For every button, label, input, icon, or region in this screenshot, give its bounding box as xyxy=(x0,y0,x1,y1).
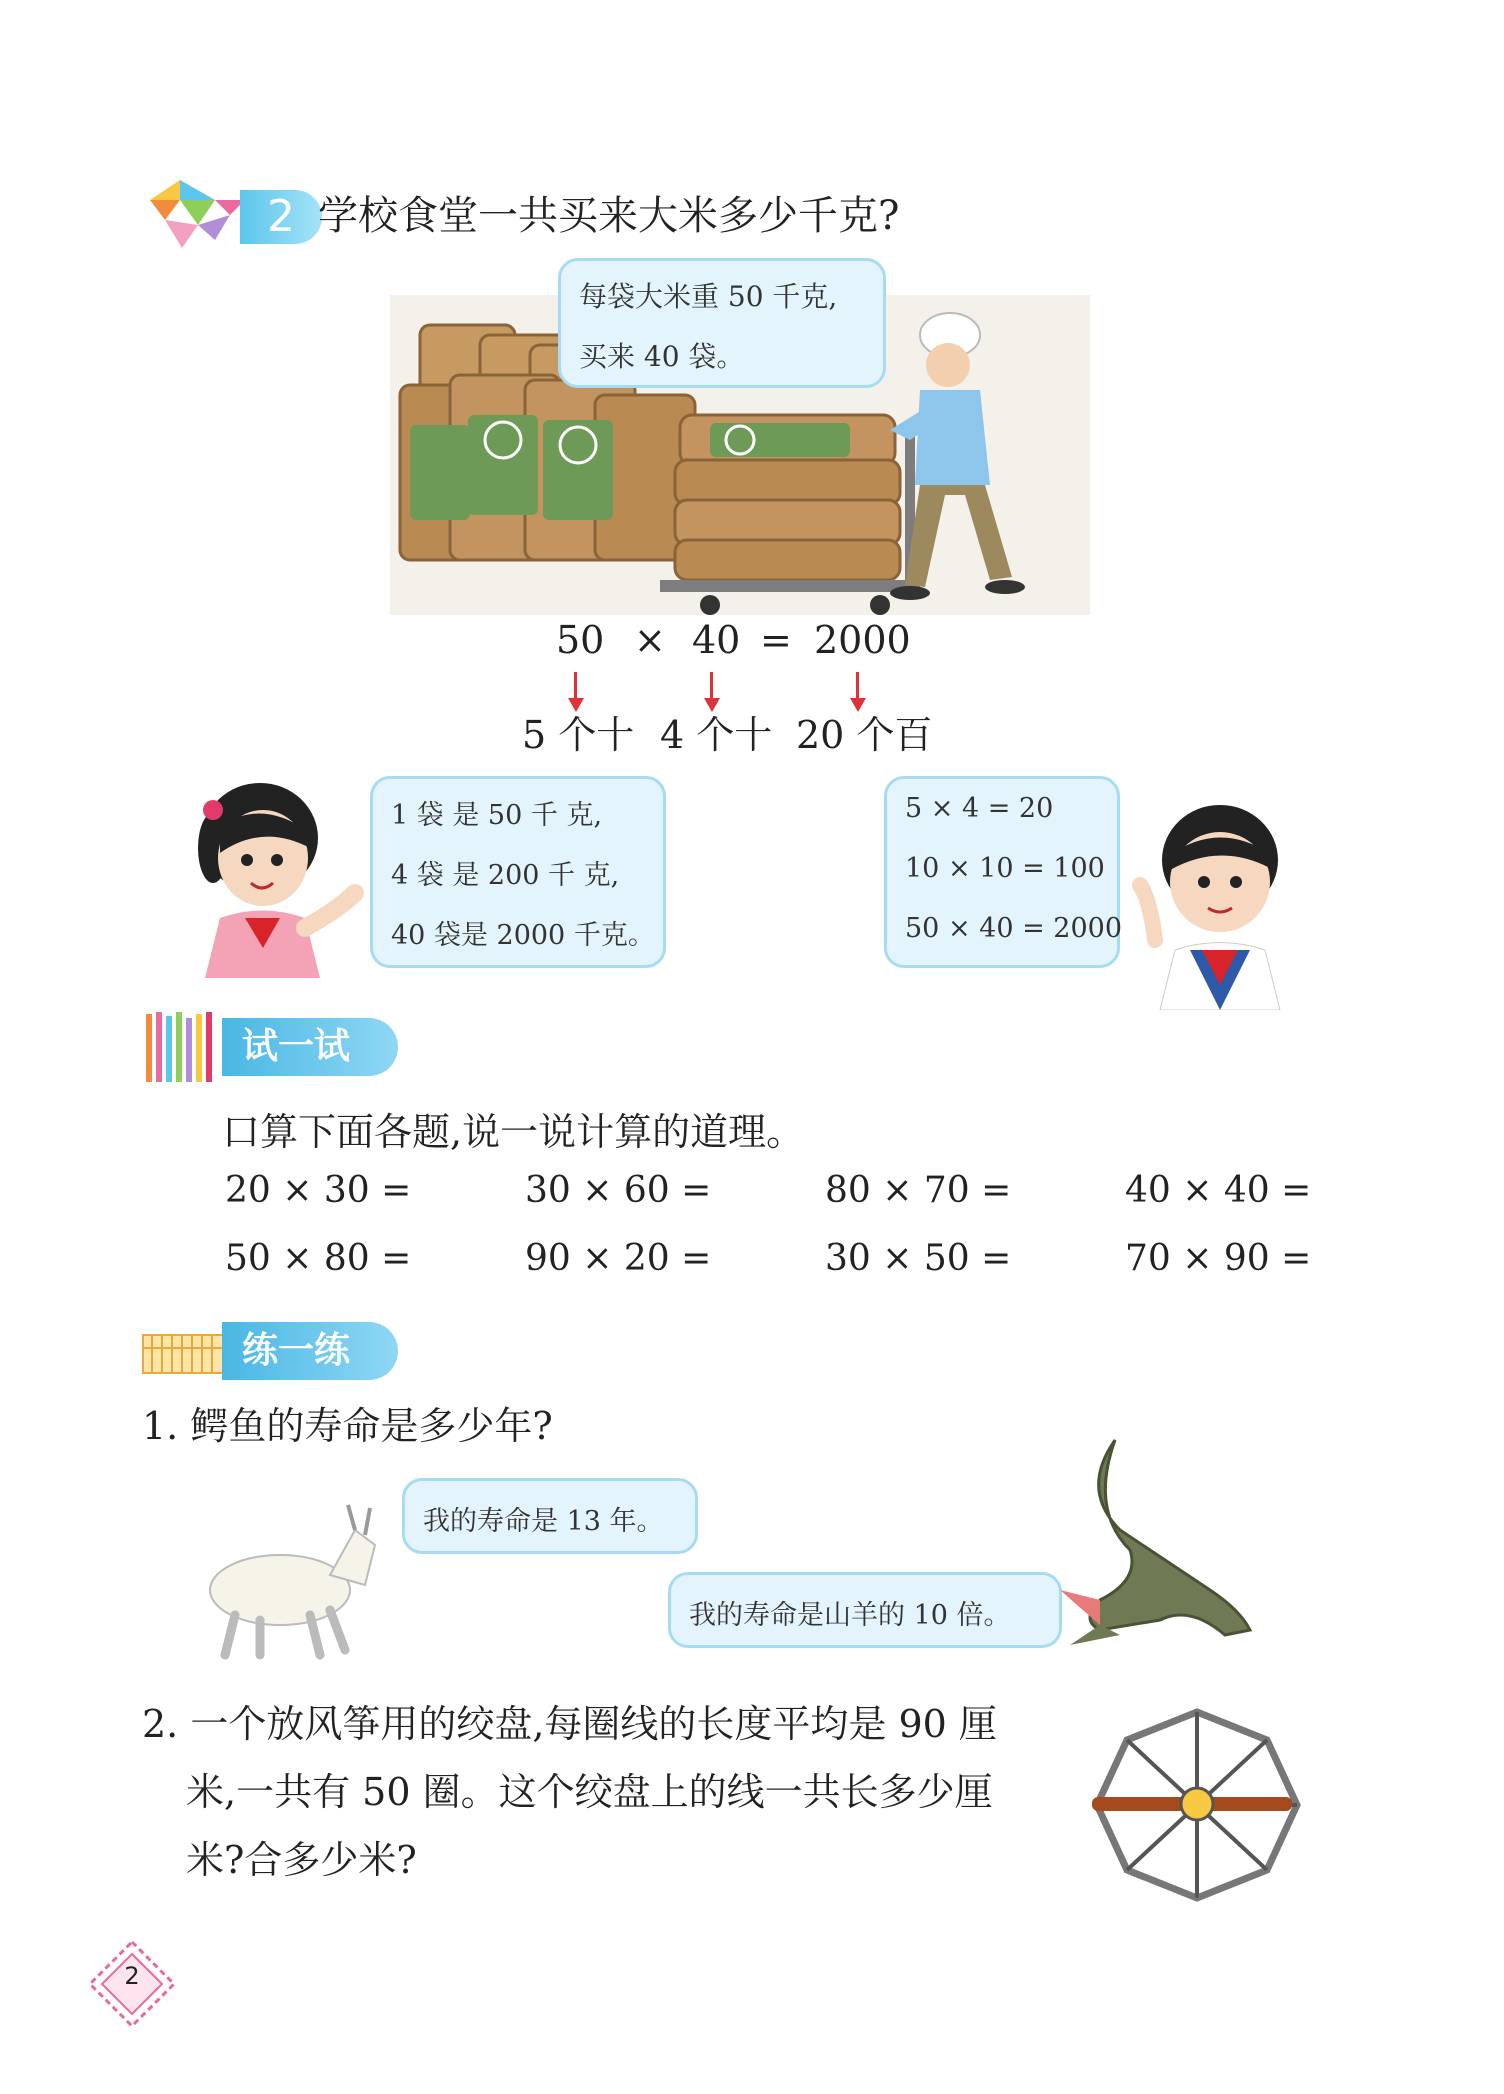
boy-bubble-line: 50 × 40 = 2000 xyxy=(905,913,1123,944)
crocodile-illustration xyxy=(1040,1430,1280,1660)
girl-speech-bubble xyxy=(370,776,666,968)
try-section-tab: 试一试 xyxy=(222,1018,398,1076)
example-question: 学校食堂一共买来大米多少千克? xyxy=(318,193,900,239)
equation-a-note: 5 个十 xyxy=(522,713,635,757)
equation-op: × xyxy=(634,618,666,662)
kite-reel-illustration xyxy=(1072,1700,1322,1910)
calc-item: 80 × 70 = xyxy=(825,1170,1012,1211)
girl-bubble-line: 1 袋 是 50 千 克, xyxy=(391,800,603,831)
equation-a: 50 xyxy=(556,618,605,662)
page-number: 2 xyxy=(124,1962,140,1990)
calc-item: 70 × 90 = xyxy=(1125,1238,1312,1279)
crocodile-bubble-text: 我的寿命是山羊的 10 倍。 xyxy=(689,1600,1011,1631)
practice-question-2-line: 米,一共有 50 圈。这个绞盘上的线一共长多少厘 xyxy=(186,1770,993,1814)
calc-item: 30 × 50 = xyxy=(825,1238,1012,1279)
equation-result: 2000 xyxy=(814,618,911,662)
calc-item: 90 × 20 = xyxy=(525,1238,712,1279)
boy-illustration xyxy=(1110,790,1320,1010)
crocodile-speech-bubble xyxy=(668,1572,1062,1648)
girl-bubble-line: 40 袋是 2000 千克。 xyxy=(391,920,655,951)
goat-bubble-text: 我的寿命是 13 年。 xyxy=(423,1506,664,1537)
equation-eq: = xyxy=(760,618,792,662)
equation-b-note: 4 个十 xyxy=(660,713,773,757)
goat-illustration xyxy=(190,1490,390,1660)
calc-item: 20 × 30 = xyxy=(225,1170,412,1211)
abacus-icon xyxy=(142,1334,226,1374)
goat-speech-bubble xyxy=(402,1478,698,1554)
practice-question-2-line: 米?合多少米? xyxy=(186,1838,417,1882)
calc-item: 50 × 80 = xyxy=(225,1238,412,1279)
practice-section-tab: 练一练 xyxy=(222,1322,398,1380)
sticks-icon xyxy=(142,1012,222,1084)
girl-illustration xyxy=(165,778,375,978)
girl-bubble-line: 4 袋 是 200 千 克, xyxy=(391,860,620,891)
example-number: 2 xyxy=(240,190,322,244)
boy-bubble-line: 5 × 4 = 20 xyxy=(905,793,1054,824)
tangram-icon xyxy=(140,180,250,250)
try-instruction: 口算下面各题,说一说计算的道理。 xyxy=(222,1110,805,1154)
boy-speech-bubble xyxy=(884,776,1123,968)
chef-bubble-line: 买来 40 袋。 xyxy=(579,340,745,373)
chef-bubble-line: 每袋大米重 50 千克, xyxy=(579,280,838,313)
practice-question-2-line: 2. 一个放风筝用的绞盘,每圈线的长度平均是 90 厘 xyxy=(142,1702,997,1746)
boy-bubble-line: 10 × 10 = 100 xyxy=(905,853,1105,884)
calc-item: 30 × 60 = xyxy=(525,1170,712,1211)
calc-item: 40 × 40 = xyxy=(1125,1170,1312,1211)
chef-speech-bubble xyxy=(558,258,886,388)
equation-result-note: 20 个百 xyxy=(796,713,933,757)
practice-question-1: 1. 鳄鱼的寿命是多少年? xyxy=(142,1404,553,1448)
equation-b: 40 xyxy=(692,618,741,662)
